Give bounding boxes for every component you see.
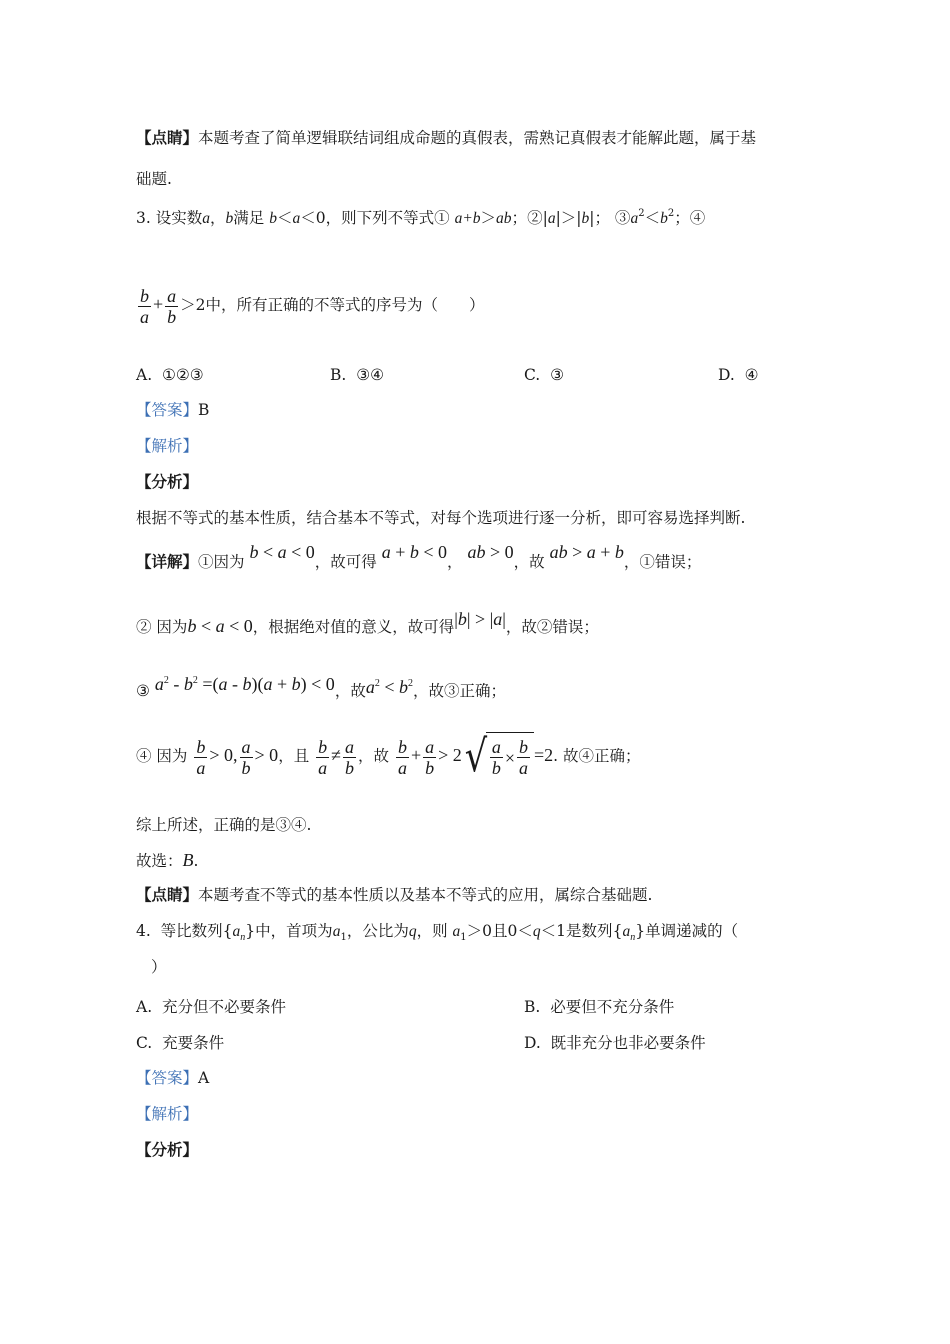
q3-stem-cond: 满足 — [233, 209, 265, 227]
q3-fenxi-text: 根据不等式的基本性质，结合基本不等式，对每个选项进行逐一分析，即可容易选择判断. — [136, 509, 746, 527]
var-a: a — [202, 210, 210, 227]
dianjing-tag: 【点睛】 — [136, 128, 199, 147]
dianjing-line-2: 础题. — [136, 170, 172, 188]
xiangjie-line-4: ④ 因为 $\frac{b}{a}$ > 0, $\frac{a}{b}$ > 0，且 $\frac{b}{a}$ ≠ $\frac{a}{b}$ ，故 $\frac{b}{a}$ + $\frac{a}{b}$ > 2 √ $\frac{a}{b}$ × $\frac{b}{a}$ =2. 故④正确； — [136, 731, 641, 782]
q4-answer: 【答案】A — [136, 1069, 210, 1087]
q4-stem: 4. 等比数列$\{a_n\}$中，首项为$a_1$，公比为q，则 $a_1>0$且0＜q＜1是数列$\{a_n\}$单调递减的（ — [136, 922, 739, 944]
q3-number: 3. — [136, 209, 151, 227]
q3-tail: 中，所有正确的不等式的序号为（ ） — [205, 296, 485, 314]
q3-stem: 3. 设实数a，b满足 b＜a＜0，则下列不等式① a+b＞ab；②|a|＞|b|； $③a^2<b^2$；④ — [136, 208, 706, 227]
cond-math: b — [269, 210, 277, 227]
q3-option-d[interactable]: D. ④ — [718, 366, 759, 384]
q4-option-a[interactable]: A. 充分但不必要条件 — [136, 998, 286, 1016]
q4-number: 4. — [136, 922, 151, 940]
answer-tag: 【答案】 — [136, 401, 199, 419]
q3-fenxi-tag: 【分析】 — [136, 472, 199, 491]
q3-summary: 综上所述，正确的是③④. — [136, 816, 312, 834]
item-2-mark: ② — [527, 209, 543, 227]
q3-option-a[interactable]: A. ①②③ — [136, 366, 204, 384]
q4-jiexi-tag: 【解析】 — [136, 1105, 199, 1123]
answer-value: B — [198, 401, 210, 419]
q4-option-d[interactable]: D. 既非充分也非必要条件 — [524, 1034, 706, 1052]
xiangjie-line-1: 【详解】①因为 b < a < 0，故可得 a + b < 0， ab > 0，故 ab > a + b，①错误； — [136, 542, 702, 571]
q3-answer — [136, 399, 209, 421]
q3-stem-mid: ，则下列不等式① — [325, 209, 450, 227]
q4-option-c[interactable]: C. 充要条件 — [136, 1034, 225, 1052]
q3-choose: 故选：B. — [136, 850, 199, 870]
item-4-mark: ④ — [689, 209, 706, 227]
xiangjie-line-3: ③ $a^2 - b^2 =(a - b)(a + b) < 0$，故$a^2 < b^2$，故③正确； — [136, 674, 506, 700]
xiangjie-tag: 【详解】 — [136, 552, 199, 571]
dianjing-line-1 — [136, 127, 756, 149]
item-3-mark: ③ — [614, 209, 631, 227]
q3-stem-line2: $\frac{b}{a}$ + $\frac{a}{b}$ ＞2中，所有正确的不等式的序号为（ ） — [140, 285, 485, 327]
q3-dianjing: 【点睛】本题考查不等式的基本性质以及基本不等式的应用，属综合基础题. — [136, 885, 653, 904]
q4-option-b[interactable]: B. 必要但不充分条件 — [524, 998, 675, 1016]
q4-fenxi-tag: 【分析】 — [136, 1140, 199, 1159]
q3-stem-prefix: 设实数 — [155, 209, 203, 227]
sqrt-expr: √ $\frac{a}{b}$ × $\frac{b}{a}$ — [462, 732, 534, 783]
ineq-1: a+b — [454, 210, 481, 227]
q4-stem-cont: ） — [151, 958, 167, 976]
q3-option-b[interactable]: B. ③④ — [330, 366, 384, 384]
frac-a-over-b: $\frac{a}{b}$ — [167, 285, 177, 327]
frac-b-over-a: $\frac{b}{a}$ — [140, 285, 149, 327]
var-b: b — [225, 210, 234, 227]
ineq-3: a — [630, 210, 639, 227]
q3-jiexi-tag: 【解析】 — [136, 437, 199, 455]
xiangjie-line-2: ② 因为b < a < 0，根据绝对值的意义，故可得|b| > |a|，故②错误； — [136, 609, 599, 636]
q3-option-c[interactable]: C. ③ — [524, 366, 564, 384]
dianjing-text: 本题考查了简单逻辑联结词组成命题的真假表，需熟记真假表才能解此题，属于基 — [198, 129, 757, 147]
